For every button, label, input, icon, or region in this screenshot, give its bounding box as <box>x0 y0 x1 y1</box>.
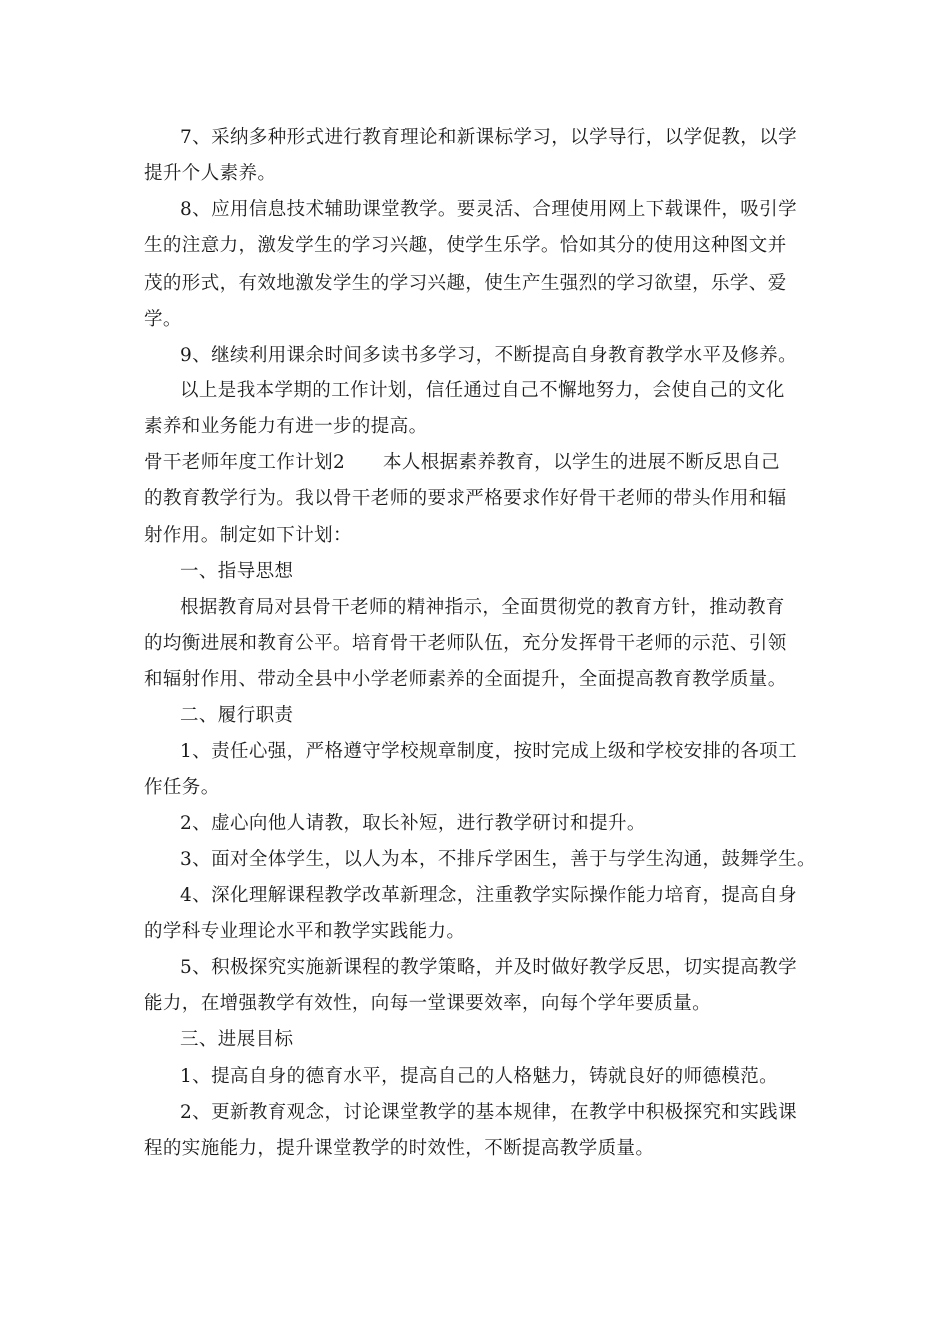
text-line: 的均衡进展和教育公平。培育骨干老师队伍，充分发挥骨干老师的示范、引领 <box>144 633 787 654</box>
text-line: 能力，在增强教学有效性，向每一堂课要效率，向每个学年要质量。 <box>144 993 712 1014</box>
text-line: 的学科专业理论水平和教学实践能力。 <box>144 921 466 942</box>
text-line: 5、积极探究实施新课程的教学策略，并及时做好教学反思，切实提高教学 <box>180 957 797 978</box>
text-line: 2、更新教育观念，讨论课堂教学的基本规律，在教学中积极探究和实践课 <box>180 1102 797 1123</box>
text-line: 以上是我本学期的工作计划，信任通过自己不懈地努力，会使自己的文化 <box>180 380 785 401</box>
text-line: 和辐射作用、带动全县中小学老师素养的全面提升，全面提高教育教学质量。 <box>144 669 787 690</box>
text-line: 4、深化理解课程教学改革新理念，注重教学实际操作能力培育，提高自身 <box>180 885 797 906</box>
text-line: 素养和业务能力有进一步的提高。 <box>144 416 428 437</box>
text-line: 生的注意力，激发学生的学习兴趣，使学生乐学。恰如其分的使用这种图文并 <box>144 235 787 256</box>
text-line: 射作用。制定如下计划： <box>144 525 352 546</box>
text-line: 7、采纳多种形式进行教育理论和新课标学习，以学导行，以学促教，以学 <box>180 127 797 148</box>
section-heading: 二、履行职责 <box>180 705 294 726</box>
text-line: 2、虚心向他人请教，取长补短，进行教学研讨和提升。 <box>180 813 646 834</box>
text-line: 1、提高自身的德育水平，提高自己的人格魅力，铸就良好的师德模范。 <box>180 1066 779 1087</box>
section-heading: 三、进展目标 <box>180 1029 294 1050</box>
text-line: 根据教育局对县骨干老师的精神指示，全面贯彻党的教育方针，推动教育 <box>180 597 785 618</box>
text-line: 茂的形式，有效地激发学生的学习兴趣，使生产生强烈的学习欲望，乐学、爱 <box>144 273 787 294</box>
text-line: 9、继续利用课余时间多读书多学习，不断提高自身教育教学水平及修养。 <box>180 345 797 366</box>
text-line: 程的实施能力，提升课堂教学的时效性，不断提高教学质量。 <box>144 1138 655 1159</box>
text-line: 1、责任心强，严格遵守学校规章制度，按时完成上级和学校安排的各项工 <box>180 741 797 762</box>
text-line: 提升个人素养。 <box>144 163 277 184</box>
text-line: 作任务。 <box>144 777 220 798</box>
section-heading: 一、指导思想 <box>180 561 294 582</box>
text-line: 3、面对全体学生，以人为本，不排斥学困生，善于与学生沟通，鼓舞学生。 <box>180 849 816 870</box>
text-line: 8、应用信息技术辅助课堂教学。要灵活、合理使用网上下载课件，吸引学 <box>180 199 797 220</box>
text-line: 的教育教学行为。我以骨干老师的要求严格要求作好骨干老师的带头作用和辐 <box>144 488 787 509</box>
text-line: 学。 <box>144 309 182 330</box>
text-line: 骨干老师年度工作计划2 本人根据素养教育，以学生的进展不断反思自己 <box>144 452 780 473</box>
